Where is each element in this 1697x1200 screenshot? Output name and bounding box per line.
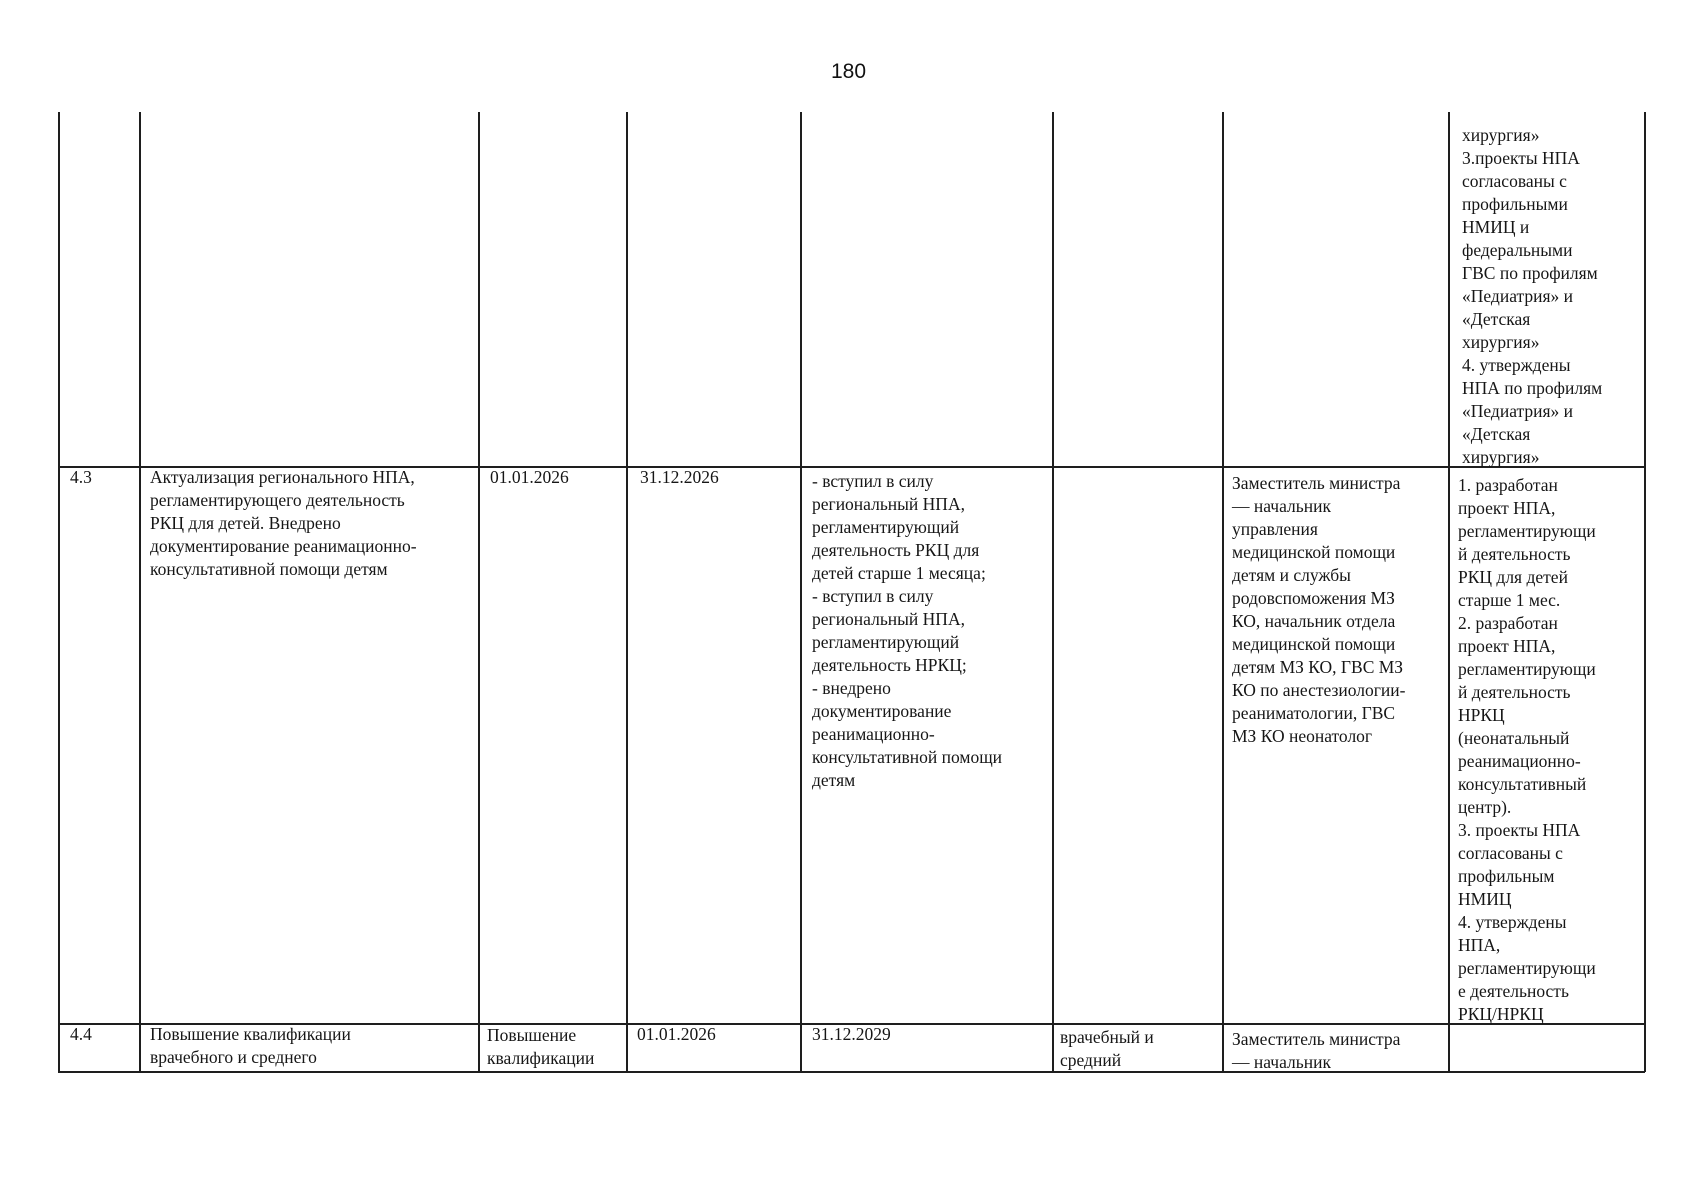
- cell-end-date: 31.12.2029: [812, 1024, 891, 1044]
- cell-level: врачебный и средний: [1060, 1027, 1154, 1070]
- grid-line: [1448, 112, 1450, 1072]
- cell-responsible: Заместитель министра — начальник управления медицинской помощи детям и службы родовспоможения МЗ КО, начальник отдела медицинской помощи детям МЗ КО, ГВС МЗ КО по анестезиологии- реаниматологии, ГВС МЗ КО неонатолог: [1232, 473, 1406, 746]
- grid-line: [800, 112, 802, 1072]
- cell-activity-title: Повышение квалификации врачебного и среднего: [150, 1024, 351, 1067]
- grid-line: [139, 112, 141, 1072]
- cell-row-number: 4.4: [70, 1024, 92, 1044]
- grid-line: [626, 112, 628, 1072]
- cell-activity-title: Актуализация регионального НПА, регламентирующего деятельность РКЦ для детей. Внедрено документирование реанимационно- консультативной помощи детям: [150, 467, 417, 579]
- cell-end-date: 31.12.2026: [640, 467, 719, 487]
- grid-line: [478, 112, 480, 1072]
- grid-line: [58, 112, 60, 1072]
- cell-col3: Повышение квалификации: [487, 1025, 595, 1068]
- cell-row-number: 4.3: [70, 467, 92, 487]
- cell-result: - вступил в силу региональный НПА, регламентирующий деятельность РКЦ для детей старше 1 месяца; - вступил в силу региональный НПА, регламентирующий деятельность НРКЦ; - внедрено документирование реанимационно- консультативной помощи детям: [812, 471, 1003, 790]
- page-number: 180: [830, 60, 867, 83]
- cell-responsible: Заместитель министра — начальник: [1232, 1029, 1401, 1072]
- cell-start-date: 01.01.2026: [490, 467, 569, 487]
- cell-indicators: 1. разработан проект НПА, регламентирующи й деятельность РКЦ для детей старше 1 мес. 2. разработан проект НПА, регламентирующи й деятельность НРКЦ (неонатальный реанимационно- консультативный центр). 3. проекты НПА согласованы с профильным НМИЦ 4. утверждены НПА, регламентирующи е деятельность РКЦ/НРКЦ: [1458, 475, 1596, 1024]
- grid-line: [1222, 112, 1224, 1072]
- cell-start-date: 01.01.2026: [637, 1024, 716, 1044]
- grid-line: [1052, 112, 1054, 1072]
- grid-line: [1644, 112, 1646, 1072]
- cell-indicators-continued: хирургия» 3.проекты НПА согласованы с профильными НМИЦ и федеральными ГВС по профилям «Педиатрия» и «Детская хирургия» 4. утверждены НПА по профилям «Педиатрия» и «Детская хирургия»: [1462, 125, 1603, 467]
